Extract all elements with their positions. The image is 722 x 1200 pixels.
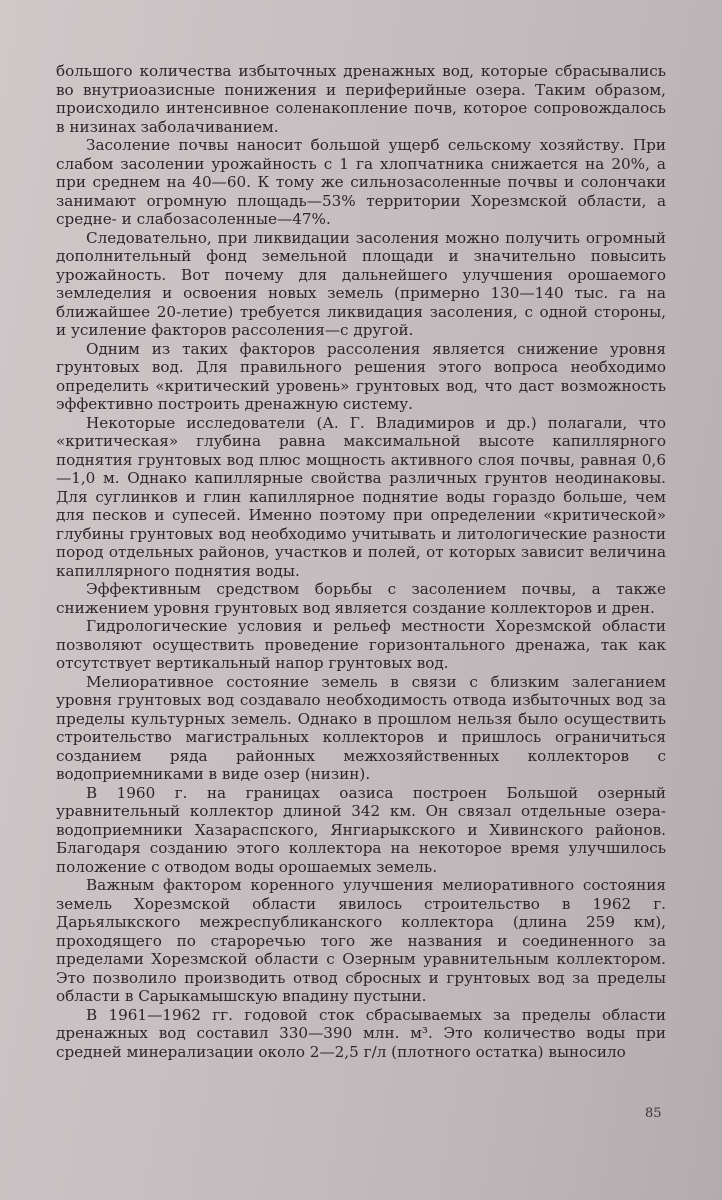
paragraph: Гидрологические условия и рельеф местности Хорезмской области позволяют осуществить проведение горизонтального дренажа, так как отсутствует вертикальный напор грунтовых вод. xyxy=(56,617,666,672)
page-number: 85 xyxy=(645,1106,662,1121)
paragraph: Следовательно, при ликвидации засоления можно получить огромный дополнительный фонд земельной площади и значительно повысить урожайность. Вот почему для дальнейшего улучшения орошаемого земледелия и освоения новых земель (примерно 130—140 тыс. га на ближайшее 20-летие) требуется ликвидация засоления, с одной стороны, и усиление факторов рассоления—с другой. xyxy=(56,228,666,339)
body-text xyxy=(56,62,666,1061)
paragraph: Важным фактором коренного улучшения мелиоративного состояния земель Хорезмской области явилось строительство в 1962 г. Дарьялыкского межреспубликанского коллектора (длина 259 км), проходящего по староречью того же названия и соединенного за пределами Хорезмской области с Озерным уравнительным коллектором. Это позволило производить отвод сбросных и грунтовых вод за пределы области в Сарыкамышскую впадину пустыни. xyxy=(56,876,666,1005)
paragraph: Некоторые исследователи (А. Г. Владимиров и др.) полагали, что «критическая» глубина равна максимальной высоте капиллярного поднятия грунтовых вод плюс мощность активного слоя почвы, равная 0,6—1,0 м. Однако капиллярные свойства различных грунтов неодинаковы. Для суглинков и глин капиллярное поднятие воды гораздо больше, чем для песков и супесей. Именно поэтому при определении «критической» глубины грунтовых вод необходимо учитывать и литологические разности пород отдельных районов, участков и полей, от которых зависит величина капиллярного поднятия воды. xyxy=(56,413,666,580)
paragraph: В 1960 г. на границах оазиса построен Большой озерный уравнительный коллектор длиной 342 км. Он связал отдельные озера-водоприемники Хазараспского, Янгиарыкского и Хивинского районов. Благодаря созданию этого коллектора на некоторое время улучшилось положение с отводом воды орошаемых земель. xyxy=(56,783,666,876)
paragraph: Мелиоративное состояние земель в связи с близким залеганием уровня грунтовых вод создавало необходимость отвода избыточных вод за пределы культурных земель. Однако в прошлом нельзя было осуществить строительство магистральных коллекторов и пришлось ограничиться созданием ряда районных межхозяйственных коллекторов с водоприемниками в виде озер (низин). xyxy=(56,672,666,783)
paragraph: Засоление почвы наносит большой ущерб сельскому хозяйству. При слабом засолении урожайность с 1 га хлопчатника снижается на 20%, а при среднем на 40—60. К тому же сильнозасоленные почвы и солончаки занимают огромную площадь—53% территории Хорезмской области, а средне- и слабозасоленные—47%. xyxy=(56,136,666,228)
paragraph: В 1961—1962 гг. годовой сток сбрасываемых за пределы области дренажных вод составил 330—390 млн. м³. Это количество воды при средней минерализации около 2—2,5 г/л (плотного остатка) выносило xyxy=(56,1005,666,1061)
paragraph: Эффективным средством борьбы с засолением почвы, а также снижением уровня грунтовых вод является создание коллекторов и дрен. xyxy=(56,580,666,617)
paragraph: Одним из таких факторов рассоления является снижение уровня грунтовых вод. Для правильного решения этого вопроса необходимо определить «критический уровень» грунтовых вод, что даст возможность эффективно построить дренажную систему. xyxy=(56,339,666,413)
paragraph: большого количества избыточных дренажных вод, которые сбрасывались во внутриоазисные понижения и периферийные озера. Таким образом, происходило интенсивное соленакопление почв, которое сопровождалось в низинах заболачиванием. xyxy=(56,62,666,136)
